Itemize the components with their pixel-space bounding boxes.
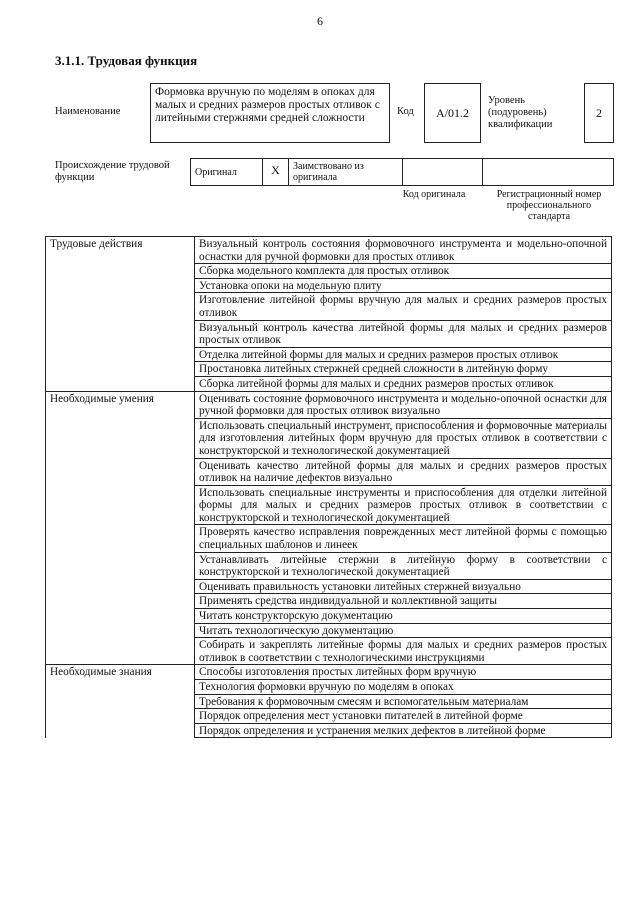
table-row — [46, 609, 612, 624]
section-item: Читать конструкторскую документацию — [195, 609, 612, 624]
section-title-cell-empty — [46, 320, 195, 347]
section-title-cell: Необходимые знания — [46, 665, 195, 680]
table-row — [46, 485, 612, 525]
table-row — [46, 362, 612, 377]
section-title-cell-empty — [46, 579, 195, 594]
section-title-cell-empty — [46, 680, 195, 695]
section-title-cell-empty — [46, 609, 195, 624]
table-row — [46, 623, 612, 638]
table-row — [46, 376, 612, 391]
section-item: Установка опоки на модельную плиту — [195, 278, 612, 293]
origin-row — [190, 158, 614, 186]
table-row — [46, 278, 612, 293]
table-row — [46, 293, 612, 320]
section-item: Собирать и закреплять литейные формы для малых и средних размеров простых отливок в соответствии с технологическими инструкциями — [195, 638, 612, 665]
section-title-cell-empty — [46, 264, 195, 279]
section-item: Устанавливать литейные стержни в литейную форму в соответствии с конструкторской и технологической документацией — [195, 552, 612, 579]
section-item: Изготовление литейной формы вручную для малых и средних размеров простых отливок — [195, 293, 612, 320]
section-title-cell-empty — [46, 278, 195, 293]
table-row — [46, 458, 612, 485]
name-label: Наименование — [55, 106, 121, 117]
table-row — [46, 594, 612, 609]
table-row — [46, 552, 612, 579]
table-row — [46, 264, 612, 279]
section-item: Визуальный контроль качества литейной формы для малых и средних размеров простых отливок — [195, 320, 612, 347]
section-title-cell-empty — [46, 623, 195, 638]
origin-label: Происхождение трудовой функции — [55, 160, 170, 183]
section-title-cell-empty — [46, 458, 195, 485]
table-row — [46, 665, 612, 680]
section-item: Применять средства индивидуальной и коллективной защиты — [195, 594, 612, 609]
table-row — [46, 418, 612, 458]
section-item: Простановка литейных стержней средней сложности в литейную форму — [195, 362, 612, 377]
section-title-cell-empty — [46, 552, 195, 579]
code-label: Код — [397, 106, 414, 117]
section-item: Способы изготовления простых литейных форм вручную — [195, 665, 612, 680]
level-label: Уровень (подуровень) квалификации — [488, 95, 553, 130]
section-item: Оценивать качество литейной формы для малых и средних размеров простых отливок на наличие дефектов визуально — [195, 458, 612, 485]
function-name-box: Формовка вручную по моделям в опоках для малых и средних размеров простых отливок с литейными стержнями средней сложности — [150, 83, 390, 143]
table-row — [46, 320, 612, 347]
section-item: Использовать специальный инструмент, приспособления и формовочные материалы для изготовления литейных форм вручную для простых отливок в соответствии с конструкторской и технологической документацией — [195, 418, 612, 458]
reg-caption: Регистрационный номер профессионального стандарта — [496, 189, 602, 222]
table-row — [46, 723, 612, 738]
table-row — [46, 638, 612, 665]
section-title: 3.1.1. Трудовая функция — [55, 53, 198, 68]
original-mark: X — [263, 159, 289, 185]
code-value: A/01.2 — [436, 105, 469, 120]
section-title-cell: Необходимые умения — [46, 391, 195, 418]
section-item: Отделка литейной формы для малых и средних размеров простых отливок — [195, 347, 612, 362]
section-title-cell-empty — [46, 594, 195, 609]
reg-number-cell — [483, 159, 613, 185]
borrowed-label: Заимствовано из оригинала — [289, 159, 403, 185]
table-row — [46, 709, 612, 724]
level-value-box — [584, 83, 614, 143]
section-item: Порядок определения мест установки питателей в литейной форме — [195, 709, 612, 724]
original-label: Оригинал — [191, 159, 263, 185]
section-item: Оценивать правильность установки литейных стержней визуально — [195, 579, 612, 594]
section-item: Проверять качество исправления поврежденных мест литейной формы с помощью специальных шаблонов и линеек — [195, 525, 612, 552]
function-table — [45, 236, 612, 738]
section-title-cell-empty — [46, 293, 195, 320]
section-item: Визуальный контроль состояния формовочного инструмента и модельно-опочной оснастки для ручной формовки для простых отливок — [195, 237, 612, 264]
section-title-cell-empty — [46, 418, 195, 458]
table-row — [46, 347, 612, 362]
section-title-cell-empty — [46, 347, 195, 362]
table-row — [46, 579, 612, 594]
section-item: Использовать специальные инструменты и приспособления для отделки литейной формы для малых и средних размеров простых отливок в соответствии с конструкторской и технологической документацией — [195, 485, 612, 525]
section-item: Читать технологическую документацию — [195, 623, 612, 638]
original-code-cell — [403, 159, 483, 185]
section-item: Требования к формовочным смесям и вспомогательным материалам — [195, 694, 612, 709]
section-item: Технология формовки вручную по моделям в опоках — [195, 680, 612, 695]
table-row — [46, 237, 612, 264]
section-title-cell-empty — [46, 525, 195, 552]
section-item: Оценивать состояние формовочного инструмента и модельно-опочной оснастки для ручной формовки для простых отливок визуально — [195, 391, 612, 418]
level-value: 2 — [596, 105, 602, 120]
section-title-cell-empty — [46, 638, 195, 665]
table-row — [46, 680, 612, 695]
table-row — [46, 391, 612, 418]
section-item: Сборка литейной формы для малых и средних размеров простых отливок — [195, 376, 612, 391]
section-title-cell: Трудовые действия — [46, 237, 195, 264]
section-title-cell-empty — [46, 376, 195, 391]
section-title-cell-empty — [46, 723, 195, 738]
section-title-cell-empty — [46, 362, 195, 377]
code-caption: Код оригинала — [402, 189, 466, 200]
section-title-cell-empty — [46, 694, 195, 709]
table-row — [46, 525, 612, 552]
section-title-cell-empty — [46, 485, 195, 525]
section-title-cell-empty — [46, 709, 195, 724]
code-value-box — [424, 83, 481, 143]
page-number: 6 — [317, 14, 323, 28]
section-item: Порядок определения и устранения мелких дефектов в литейной форме — [195, 723, 612, 738]
section-item: Сборка модельного комплекта для простых отливок — [195, 264, 612, 279]
table-row — [46, 694, 612, 709]
